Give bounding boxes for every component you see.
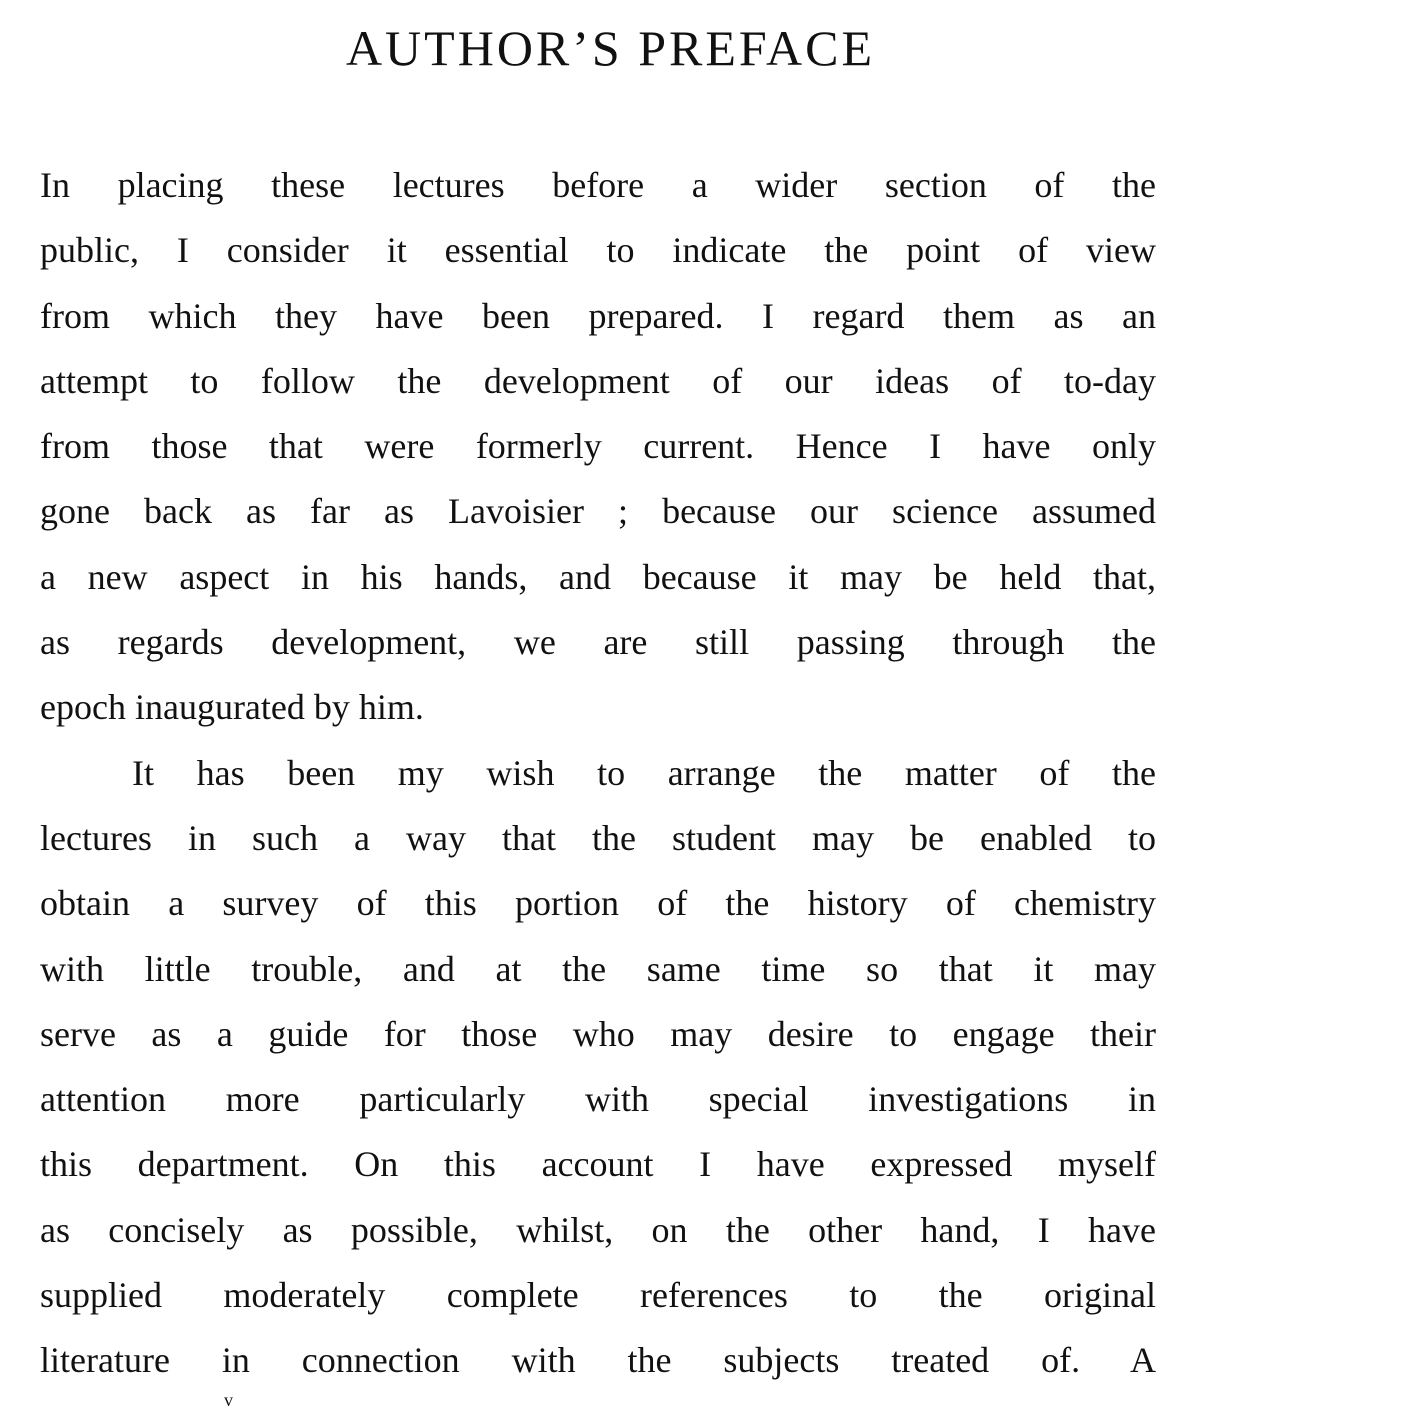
text-line: attempt to follow the development of our ideas of to-day	[40, 360, 1156, 401]
text-line: as regards development, we are still passing through the	[40, 622, 1156, 663]
text-line: In placing these lectures before a wider section of the	[40, 165, 1156, 205]
page-heading: AUTHOR’S PREFACE	[345, 20, 876, 76]
page-numeral: v	[224, 1390, 233, 1410]
text-line: obtain a survey of this portion of the history of chemistry	[40, 883, 1156, 924]
text-line: literature in connection with the subjects treated of. A	[40, 1340, 1156, 1381]
text-line: as concisely as possible, whilst, on the other hand, I have	[40, 1209, 1156, 1250]
text-line: attention more particularly with special investigations in	[40, 1079, 1156, 1120]
text-line: public, I consider it essential to indicate the point of view	[40, 230, 1156, 271]
text-line: gone back as far as Lavoisier ; because our science assumed	[40, 491, 1156, 532]
text-line: epoch inaugurated by him.	[40, 687, 424, 728]
text-line: this department. On this account I have expressed myself	[40, 1144, 1156, 1185]
text-line: from those that were formerly current. Hence I have only	[40, 426, 1156, 467]
body-text	[40, 153, 1156, 1394]
text-line: supplied moderately complete references to the original	[40, 1275, 1156, 1316]
text-line: from which they have been prepared. I regard them as an	[40, 295, 1156, 336]
text-line: lectures in such a way that the student may be enabled to	[40, 817, 1156, 858]
text-line: a new aspect in his hands, and because it may be held that,	[40, 556, 1156, 597]
text-line: It has been my wish to arrange the matter of the	[132, 752, 1156, 793]
text-line: serve as a guide for those who may desire to engage their	[40, 1013, 1156, 1054]
text-line: with little trouble, and at the same time so that it may	[40, 948, 1156, 989]
